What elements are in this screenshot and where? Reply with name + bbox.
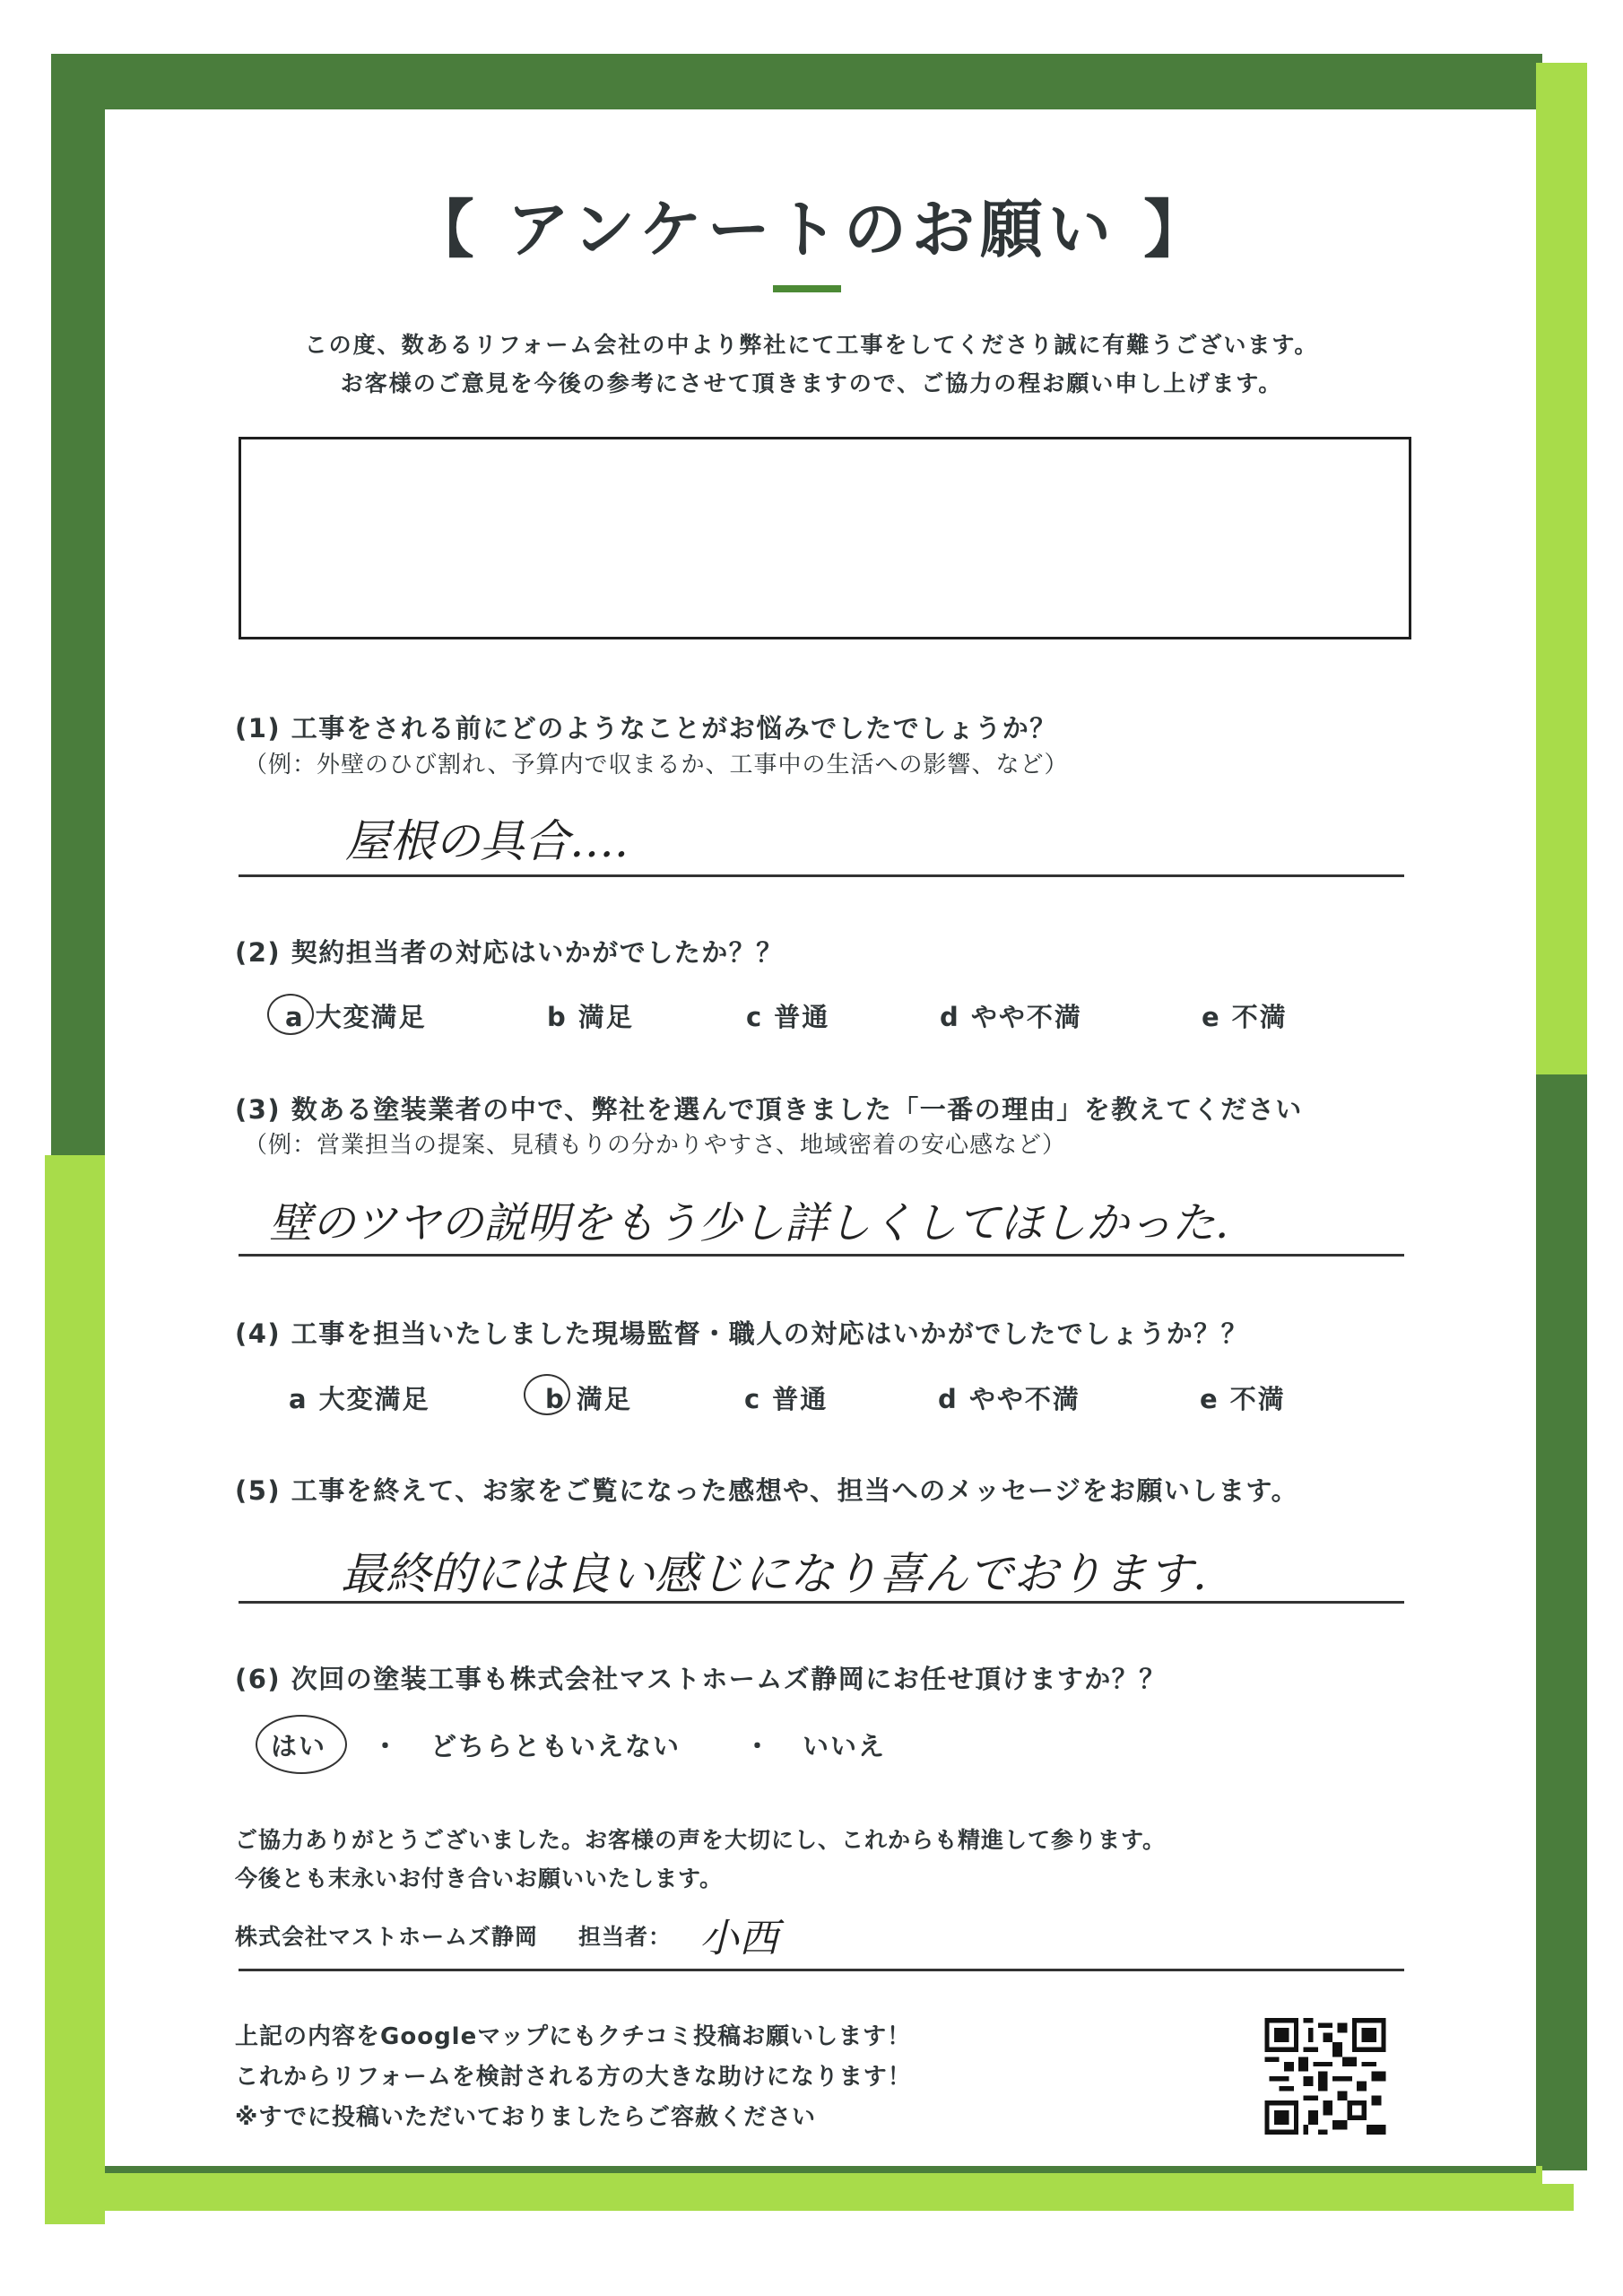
answer-1-line <box>239 874 1404 877</box>
q6-option-neither: どちらともいえない <box>430 1731 681 1761</box>
q4-option-d: d やや不満 <box>938 1384 1081 1414</box>
title-underline <box>773 285 841 292</box>
q6-option-yes: はい <box>271 1731 327 1761</box>
answer-3-handwritten: 壁のツヤの説明をもう少し詳しくしてほしかった. <box>269 1198 1229 1248</box>
page-title: 【 アンケートのお願い 】 <box>411 193 1212 266</box>
answer-1-handwritten: 屋根の具合…. <box>345 815 629 867</box>
qr-code-icon[interactable] <box>1264 2018 1386 2135</box>
q2-option-c: c 普通 <box>746 1002 830 1032</box>
q6-option-no: いいえ <box>803 1731 887 1761</box>
answer-3-line <box>239 1254 1404 1257</box>
question-4: (4) 工事を担当いたしました現場監督・職人の対応はいかがでしたでしょうか？？ <box>235 1318 1249 1349</box>
q2-option-a: a 大変満足 <box>285 1002 427 1032</box>
q4-selection-circle <box>524 1374 570 1415</box>
answer-5-line <box>239 1601 1404 1604</box>
question-1-example: （例：外壁のひび割れ、予算内で収まるか、工事中の生活への影響、など） <box>244 752 1069 778</box>
google-line-2: これからリフォームを検討される方の大きな助けになります！ <box>235 2064 912 2091</box>
q4-option-e: e 不満 <box>1200 1384 1286 1414</box>
question-3: (3) 数ある塗装業者の中で、弊社を選んで頂きました「一番の理由」を教えてください <box>235 1094 1303 1125</box>
signature-name-handwritten: 小西 <box>699 1916 778 1961</box>
q6-separator-1: ・ <box>372 1731 401 1761</box>
google-line-3: ※すでに投稿いただいておりましたらご容赦ください <box>235 2104 817 2131</box>
intro-line-2: お客様のご意見を今後の参考にさせて頂きますので、ご協力の程お願い申し上げます。 <box>340 370 1283 396</box>
q4-option-c: c 普通 <box>744 1384 829 1414</box>
question-3-example: （例：営業担当の提案、見積もりの分かりやすさ、地域密着の安心感など） <box>244 1132 1066 1159</box>
q6-selection-circle <box>256 1715 347 1774</box>
question-2: (2) 契約担当者の対応はいかがでしたか？？ <box>235 937 784 968</box>
q2-selection-circle <box>267 994 314 1035</box>
closing-line-1: ご協力ありがとうございました。お客様の声を大切にし、これからも精進して参ります。 <box>235 1827 1167 1853</box>
closing-line-2: 今後とも末永いお付き合いお願いいたします。 <box>235 1866 724 1892</box>
q2-option-e: e 不満 <box>1202 1002 1288 1032</box>
q4-option-b: b 満足 <box>545 1384 632 1414</box>
question-1: (1) 工事をされる前にどのようなことがお悩みでしたでしょうか？ <box>235 713 1057 744</box>
q6-separator-2: ・ <box>744 1731 773 1761</box>
answer-5-handwritten: 最終的には良い感じになり喜んでおります. <box>341 1548 1207 1600</box>
signature-line <box>239 1969 1404 1971</box>
google-line-1: 上記の内容をGoogleマップにもクチコミ投稿お願いします！ <box>235 2023 912 2050</box>
question-5: (5) 工事を終えて、お家をご覧になった感想や、担当へのメッセージをお願いします。 <box>235 1475 1299 1506</box>
q2-option-d: d やや不満 <box>940 1002 1082 1032</box>
q2-option-b: b 満足 <box>547 1002 634 1032</box>
intro-line-1: この度、数あるリフォーム会社の中より弊社にて工事をしてくださり誠に有難うございます。 <box>304 332 1319 358</box>
blank-comment-box <box>239 437 1411 639</box>
signature-label: 担当者： <box>578 1924 673 1950</box>
signature-company: 株式会社マストホームズ静岡 <box>235 1924 539 1950</box>
question-6: (6) 次回の塗装工事も株式会社マストホームズ静岡にお任せ頂けますか？？ <box>235 1664 1167 1694</box>
q4-option-a: a 大変満足 <box>289 1384 430 1414</box>
